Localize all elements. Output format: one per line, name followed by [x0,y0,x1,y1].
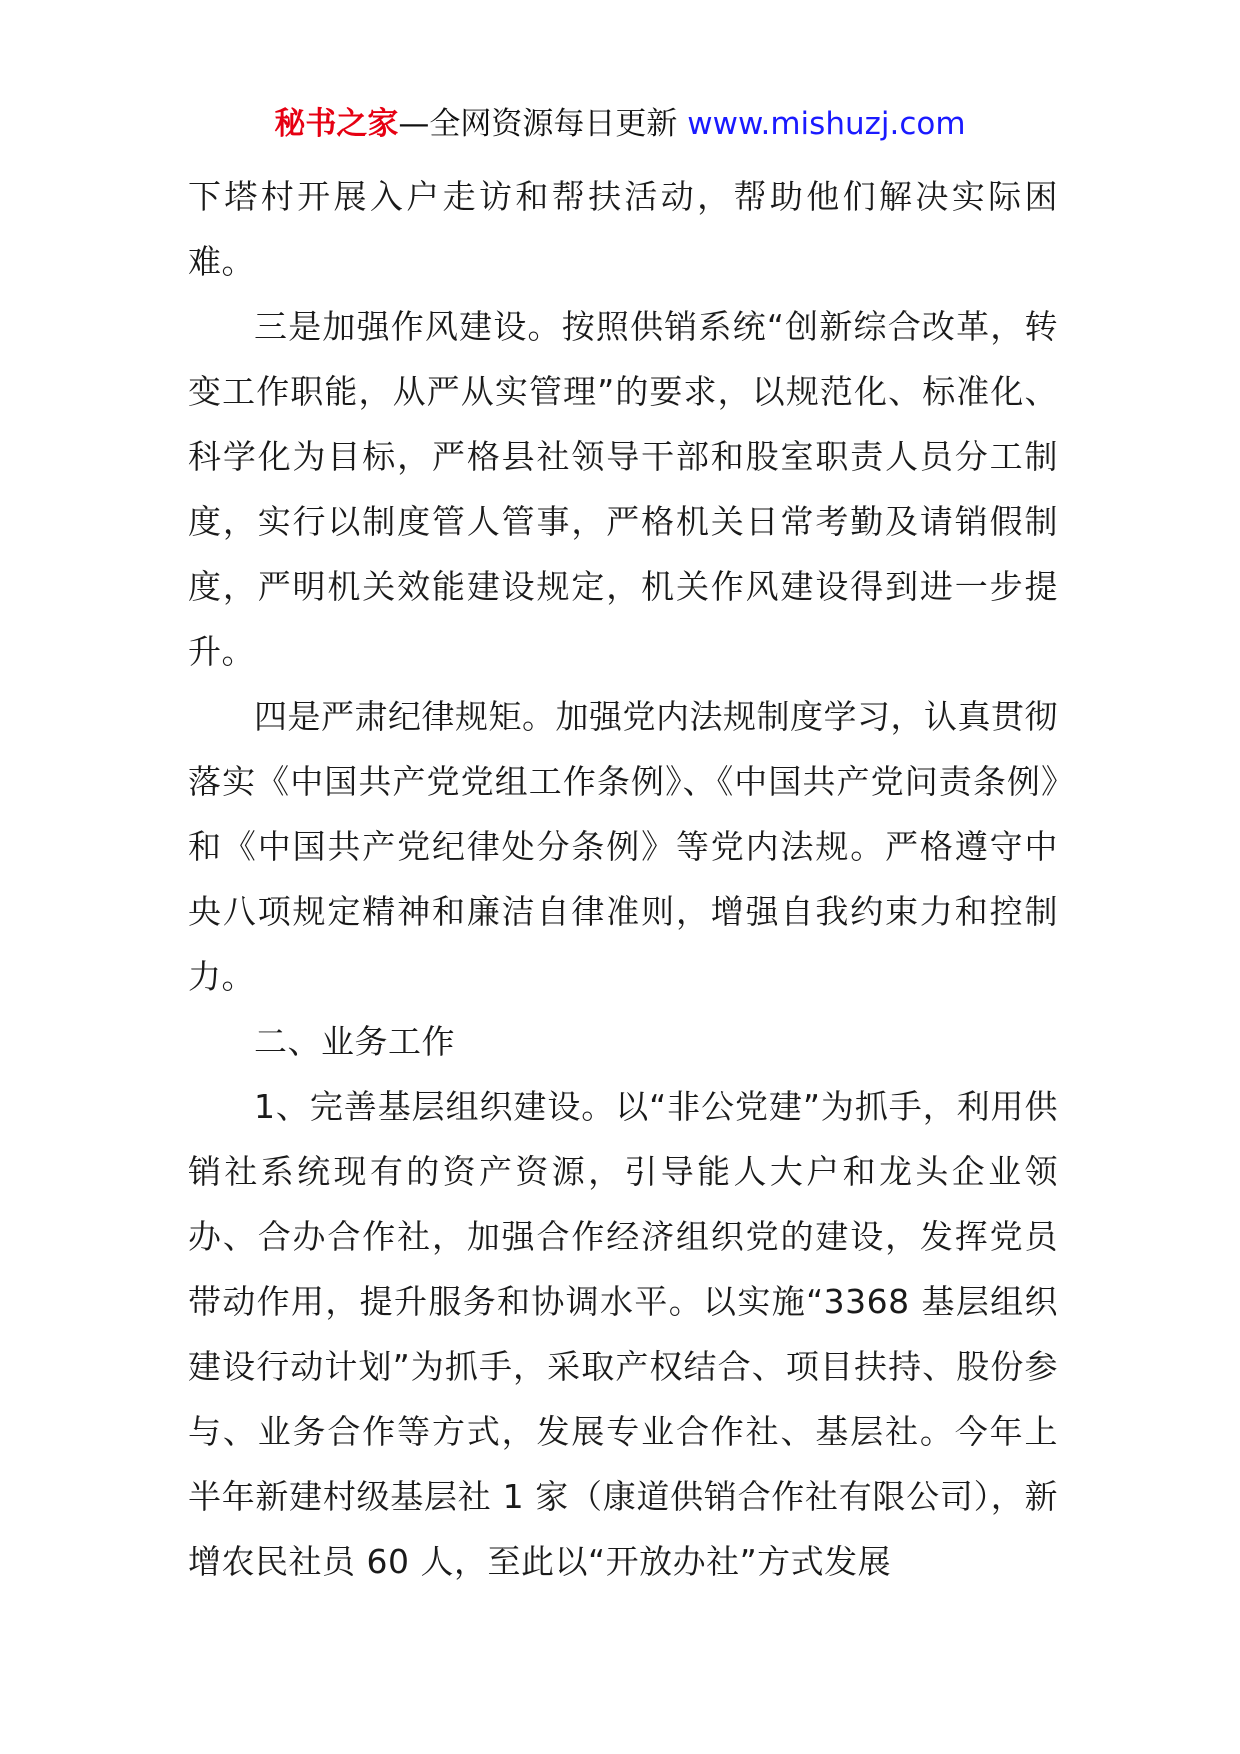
site-tagline: —全网资源每日更新 [398,106,678,142]
site-url-link[interactable]: www.mishuzj.com [687,106,966,142]
paragraph-grassroots-org: 1、完善基层组织建设。以“非公党建”为抓手，利用供销社系统现有的资产资源，引导能人大户和龙头企业领办、合办合作社，加强合作经济组织党的建设，发挥党员带动作用，提升服务和协调水平。以实施“3368 基层组织建设行动计划”为抓手，采取产权结合、项目扶持、股份参与、业务合作等方式，发展专业合作社、基层社。今年上半年新建村级基层社 1 家（康道供销合作社有限公司），新增农民社员 60 人，至此以“开放办社”方式发展 [188,1087,1058,1581]
section-heading-business: 二、业务工作 [254,1022,455,1061]
site-brand: 秘书之家 [274,106,399,142]
paragraph-discipline: 四是严肃纪律规矩。加强党内法规制度学习，认真贯彻落实《中国共产党党组工作条例》、《中国共产党问责条例》和《中国共产党纪律处分条例》等党内法规。严格遵守中央八项规定精神和廉洁自律准则，增强自我约束力和控制力。 [188,697,1058,996]
page-header [0,102,1240,146]
document-body [188,164,1058,1594]
paragraph-work-style: 三是加强作风建设。按照供销系统“创新综合改革，转变工作职能，从严从实管理”的要求，以规范化、标准化、科学化为目标，严格县社领导干部和股室职责人员分工制度，实行以制度管人管事，严格机关日常考勤及请销假制度，严明机关效能建设规定，机关作风建设得到进一步提升。 [188,307,1058,671]
paragraph-continuation: 下塔村开展入户走访和帮扶活动，帮助他们解决实际困难。 [188,177,1058,281]
